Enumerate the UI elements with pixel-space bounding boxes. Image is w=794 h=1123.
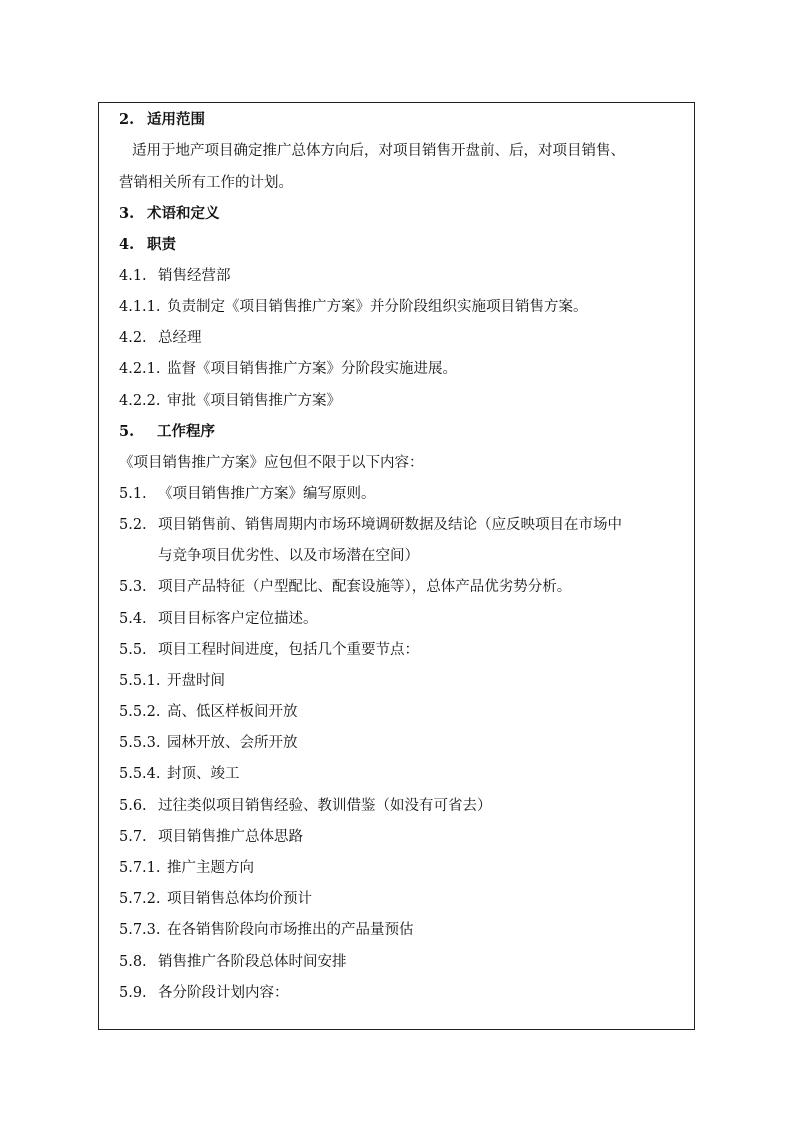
item-number: 5.6. <box>119 798 147 814</box>
list-item <box>119 328 202 348</box>
list-item <box>119 640 419 660</box>
item-number: 5.5.4. <box>119 766 161 782</box>
list-item <box>119 858 254 878</box>
list-item <box>119 515 622 535</box>
list-item <box>119 702 298 722</box>
list-item <box>119 671 225 691</box>
item-text: 园林开放、会所开放 <box>167 735 298 751</box>
list-item <box>119 577 571 597</box>
paragraph-line <box>119 453 424 473</box>
item-text: 项目工程时间进度，包括几个重要节点： <box>158 642 419 658</box>
list-item <box>119 297 588 317</box>
list-item <box>119 796 492 816</box>
item-number: 5.5.3. <box>119 735 161 751</box>
list-item <box>119 827 303 847</box>
item-number: 5.9. <box>119 985 147 1001</box>
item-number: 5.1. <box>119 486 147 502</box>
item-number: 4.2.2. <box>119 393 161 409</box>
list-item <box>119 983 289 1003</box>
list-item <box>119 733 298 753</box>
item-number: 5.5. <box>119 642 147 658</box>
item-text: 过往类似项目销售经验、教训借鉴（如没有可省去） <box>158 798 492 814</box>
section-heading <box>119 422 215 442</box>
section-number: 2. <box>119 111 135 128</box>
item-number: 5.7.1. <box>119 860 161 876</box>
paragraph-text: 《项目销售推广方案》应包但不限于以下内容： <box>119 455 424 471</box>
item-text: 销售经营部 <box>158 268 231 284</box>
item-number: 5.7.2. <box>119 891 161 907</box>
section-number: 5. <box>119 423 135 440</box>
item-number: 4.2.1. <box>119 361 161 377</box>
item-number: 5.3. <box>119 579 147 595</box>
list-item <box>119 952 347 972</box>
paragraph-line <box>119 173 293 193</box>
item-number: 4.1. <box>119 268 147 284</box>
item-text: 推广主题方向 <box>167 860 254 876</box>
list-item <box>119 609 318 629</box>
item-text: 销售推广各阶段总体时间安排 <box>158 954 347 970</box>
list-item <box>119 484 376 504</box>
section-title: 适用范围 <box>147 111 205 128</box>
list-item <box>119 391 341 411</box>
item-number: 5.5.2. <box>119 704 161 720</box>
item-text: 审批《项目销售推广方案》 <box>167 393 341 409</box>
list-item <box>119 920 414 940</box>
item-text: 项目销售总体均价预计 <box>167 891 312 907</box>
item-text: 总经理 <box>158 330 202 346</box>
item-text: 与竞争项目优劣性、以及市场潜在空间） <box>158 548 419 564</box>
paragraph-text: 适用于地产项目确定推广总体方向后，对项目销售开盘前、后，对项目销售、 <box>132 143 625 159</box>
item-number: 5.5.1. <box>119 673 161 689</box>
item-text: 《项目销售推广方案》编写原则。 <box>158 486 376 502</box>
item-number: 5.2. <box>119 517 147 533</box>
section-number: 4. <box>119 236 135 253</box>
list-item <box>119 889 312 909</box>
paragraph-text: 营销相关所有工作的计划。 <box>119 175 293 191</box>
item-number: 5.4. <box>119 611 147 627</box>
item-text: 项目销售前、销售周期内市场环境调研数据及结论（应反映项目在市场中 <box>158 517 622 533</box>
item-number: 4.1.1. <box>119 299 161 315</box>
item-number: 5.7.3. <box>119 922 161 938</box>
list-item <box>119 359 457 379</box>
item-text: 负责制定《项目销售推广方案》并分阶段组织实施项目销售方案。 <box>167 299 588 315</box>
section-heading <box>119 110 205 130</box>
item-number: 5.8. <box>119 954 147 970</box>
item-text: 项目产品特征（户型配比、配套设施等），总体产品优劣势分析。 <box>158 579 572 595</box>
item-text: 各分阶段计划内容： <box>158 985 289 1001</box>
section-title: 术语和定义 <box>147 205 220 222</box>
item-text: 开盘时间 <box>167 673 225 689</box>
section-number: 3. <box>119 205 135 222</box>
item-text: 监督《项目销售推广方案》分阶段实施进展。 <box>167 361 457 377</box>
paragraph-line <box>132 141 625 161</box>
item-text: 高、低区样板间开放 <box>167 704 298 720</box>
item-number: 4.2. <box>119 330 147 346</box>
item-text: 项目销售推广总体思路 <box>158 829 303 845</box>
item-text: 项目目标客户定位描述。 <box>158 611 318 627</box>
list-item-continuation <box>158 546 419 566</box>
item-text: 在各销售阶段向市场推出的产品量预估 <box>167 922 414 938</box>
section-heading <box>119 204 220 224</box>
section-title: 职责 <box>147 236 176 253</box>
list-item <box>119 266 231 286</box>
section-heading <box>119 235 176 255</box>
section-title: 工作程序 <box>157 423 215 440</box>
item-number: 5.7. <box>119 829 147 845</box>
list-item <box>119 764 240 784</box>
item-text: 封顶、竣工 <box>167 766 240 782</box>
